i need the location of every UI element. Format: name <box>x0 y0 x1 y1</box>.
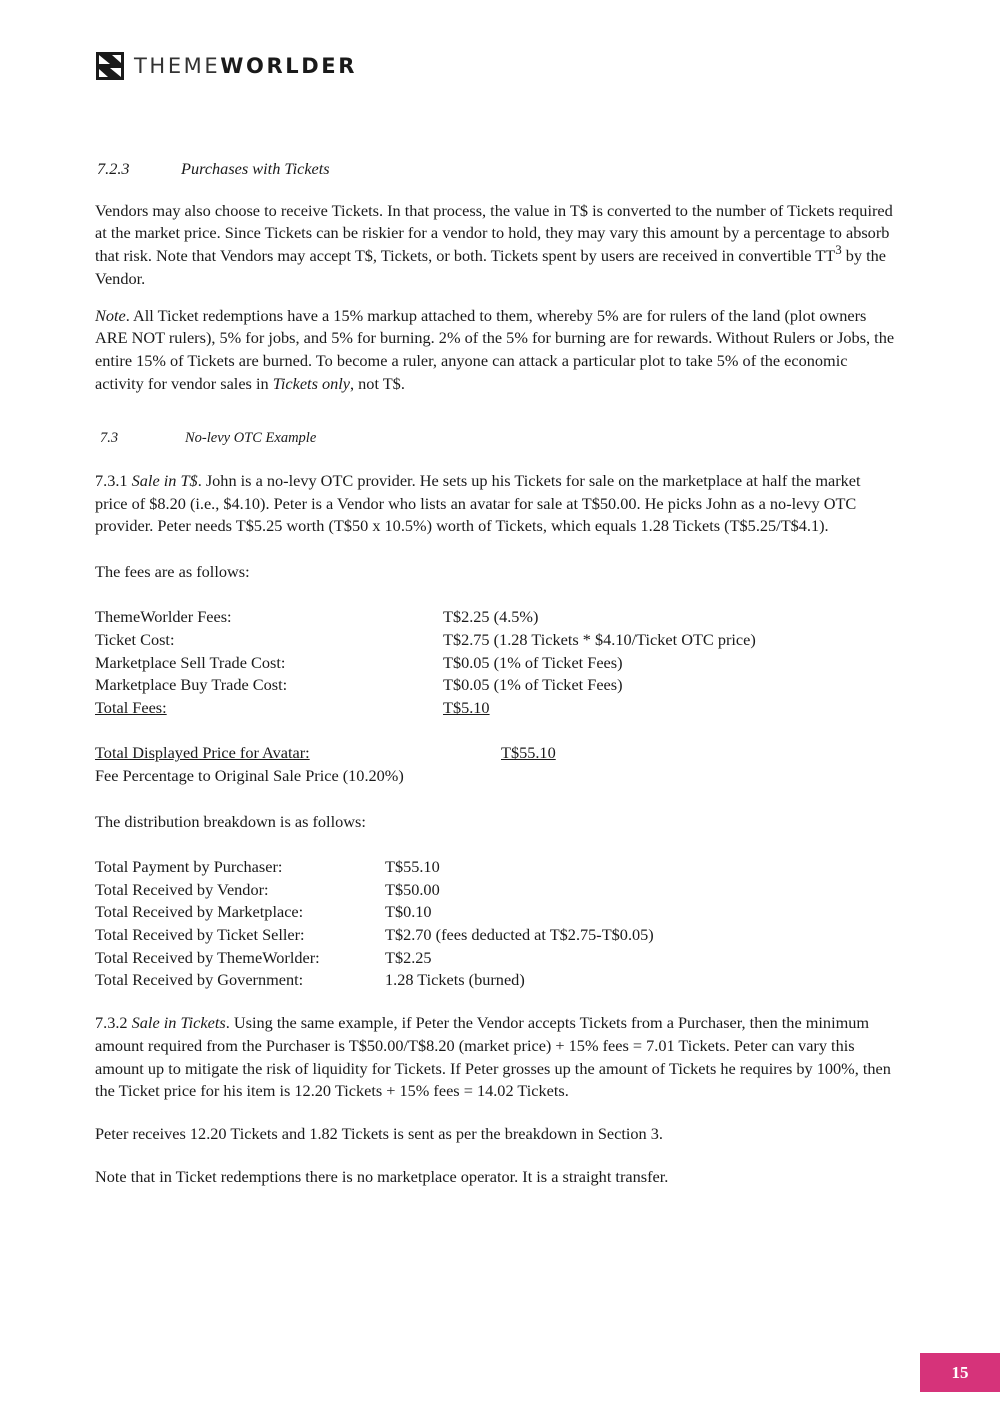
spacer <box>95 788 895 811</box>
distribution-row: Total Received by ThemeWorlder: T$2.25 <box>95 947 432 967</box>
spacer <box>95 833 895 856</box>
paragraph-purchases-with-tickets: Vendors may also choose to receive Tickets. In that process, the value in T$ is converted to the number of Tickets required at the market price. Since Tickets can be riskier for a vendor to hold, they may vary this amount by a percentage to absorb that risk. Note that Vendors may accept T$, Tickets, or both. Tickets spent by users are received in convertible $TT^3$ by the Vendor. <box>95 200 893 288</box>
paragraph-sale-in-tsd: 7.3.1 Sale in T$. John is a no-levy OTC provider. He sets up his Tickets for sale on the marketplace at half the market price of $8.20 (i.e., $4.10). Peter is a Vendor who lists an avatar for sale at T$50.00. He picks John as a no-levy OTC provider. Peter needs T$5.25 worth (T$50 x 10.5%) worth of Tickets, which equals 1.28 Tickets (T$5.25/T$4.1). <box>95 471 861 536</box>
paragraph-sale-in-tickets: 7.3.2 Sale in Tickets. Using the same example, if Peter the Vendor accepts Tickets from a Purchaser, then the minimum amount required from the Purchaser is T$50.00/T$8.20 (market price) + 15% fees = 7.01 Tickets. Peter can vary this amount up to mitigate the risk of liquidity for Tickets. If Peter grosses up the amount of Tickets he requires by 100%, then the Ticket price for his item is 12.20 Tickets + 15% fees = 14.02 Tickets. <box>95 1013 891 1101</box>
paragraph-straight-transfer: Note that in Ticket redemptions there is no marketplace operator. It is a straight transfer. <box>95 1166 669 1186</box>
themeworlder-logo <box>96 52 357 80</box>
superscript: 3 <box>835 242 842 258</box>
fee-row: Marketplace Sell Trade Cost: T$0.05 (1% of Ticket Fees) <box>95 652 623 672</box>
distribution-row: Total Received by Vendor: T$50.00 <box>95 879 440 899</box>
spacer <box>95 720 895 743</box>
total-fees-row: Total Fees: T$5.10 <box>95 698 490 718</box>
fee-row: Marketplace Buy Trade Cost: T$0.05 (1% of Ticket Fees) <box>95 675 623 695</box>
paragraph-peter-receives: Peter receives 12.20 Tickets and 1.82 Tickets is sent as per the breakdown in Section 3. <box>95 1123 663 1143</box>
fee-percentage: Fee Percentage to Original Sale Price (10.20%) <box>95 766 404 786</box>
spacer <box>95 538 895 561</box>
distribution-table <box>95 856 895 992</box>
logo-wordmark: THEMEWORLDER <box>134 54 357 78</box>
distribution-row: Total Received by Government: 1.28 Tickets (burned) <box>95 970 525 990</box>
spacer <box>95 1146 895 1166</box>
distribution-row: Total Received by Marketplace: T$0.10 <box>95 902 432 922</box>
section-heading-7-2-3 <box>95 158 895 181</box>
spacer <box>95 584 895 607</box>
section-title: No-levy OTC Example <box>185 430 317 447</box>
spacer <box>95 1103 895 1123</box>
fee-row: Ticket Cost: T$2.75 (1.28 Tickets * $4.10/Ticket OTC price) <box>95 629 756 649</box>
spacer <box>95 291 895 305</box>
spacer <box>95 992 895 1012</box>
page-number-badge: 15 <box>920 1353 1000 1392</box>
paragraph-note: Note. All Ticket redemptions have a 15% markup attached to them, whereby 5% are for rulers of the land (plot owners ARE NOT rulers), 5% for jobs, and 5% for burning. 2% of the 5% for burning are for rewards. Without Rulers or Jobs, the entire 15% of Tickets are burned. To become a ruler, anyone can attack a particular plot to take 5% of the economic activity for vendor sales in Tickets only, not T$. <box>95 305 895 393</box>
fees-intro: The fees are as follows: <box>95 561 250 581</box>
section-number: 7.2.3 <box>97 159 130 178</box>
spacer <box>95 395 895 427</box>
page-content <box>95 158 895 1188</box>
distribution-intro: The distribution breakdown is as follows: <box>95 811 366 831</box>
themeworlder-logo-icon <box>96 52 124 80</box>
total-price-row: Total Displayed Price for Avatar: T$55.10 <box>95 743 556 763</box>
section-title: Purchases with Tickets <box>181 159 330 178</box>
section-number: 7.3 <box>100 430 119 447</box>
fees-table <box>95 606 895 720</box>
section-heading-7-3 <box>95 427 895 450</box>
distribution-row: Total Payment by Purchaser: T$55.10 <box>95 856 440 876</box>
distribution-row: Total Received by Ticket Seller: T$2.70 (fees deducted at T$2.75-T$0.05) <box>95 925 654 945</box>
fee-row: ThemeWorlder Fees: T$2.25 (4.5%) <box>95 607 539 627</box>
